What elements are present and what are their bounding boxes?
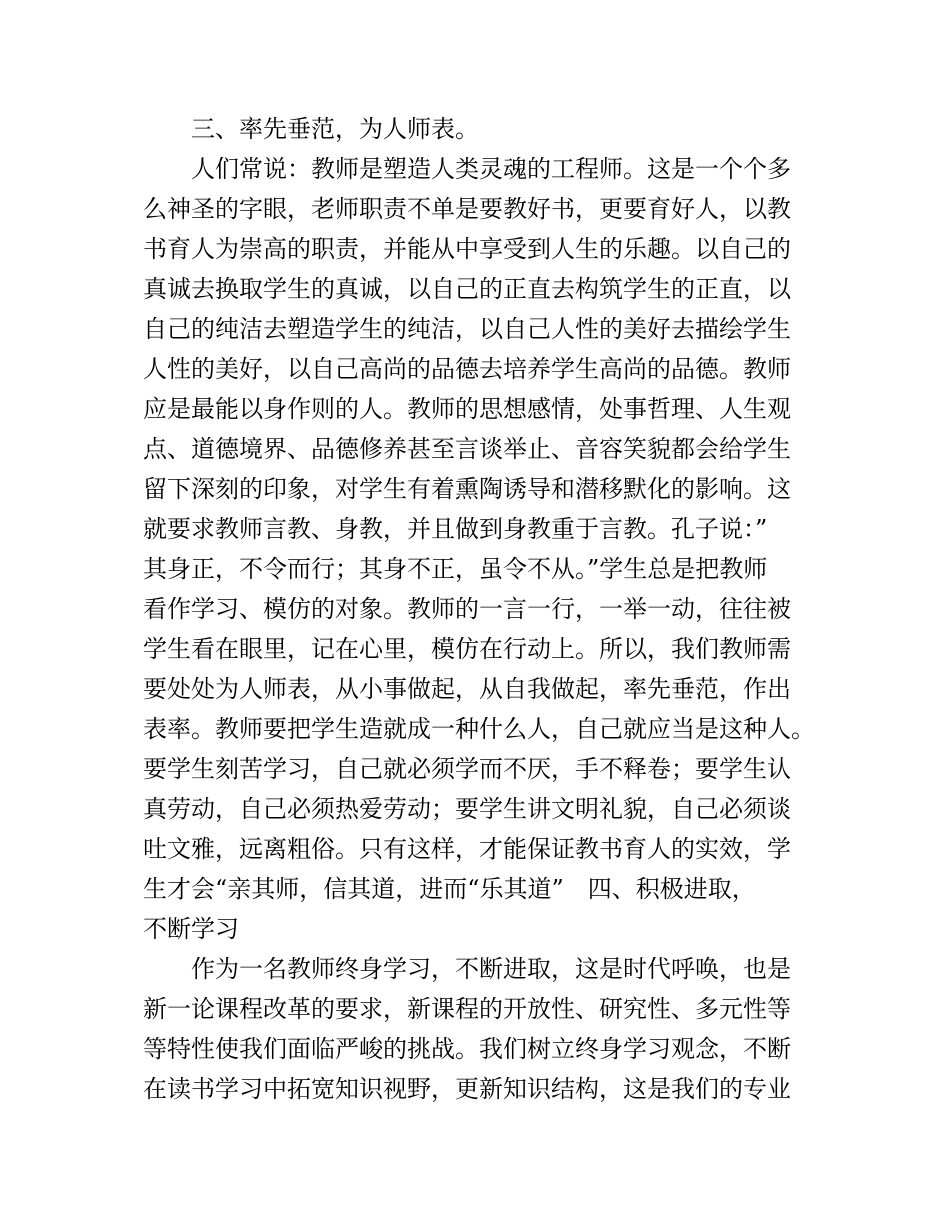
- paragraph-line: 表率。教师要把学生造就成一种什么人，自己就应当是这种人。: [143, 715, 815, 743]
- paragraph-line: 真劳动，自己必须热爱劳动；要学生讲文明礼貌，自己必须谈: [143, 795, 791, 823]
- paragraph-line: 要处处为人师表，从小事做起，从自我做起，率先垂范，作出: [143, 675, 791, 703]
- paragraph-line: 点、道德境界、品德修养甚至言谈举止、音容笑貌都会给学生: [143, 435, 791, 463]
- section-heading-3: 三、率先垂范，为人师表。: [191, 115, 479, 143]
- paragraph-line: 留下深刻的印象，对学生有着熏陶诱导和潜移默化的影响。这: [143, 475, 791, 503]
- paragraph-line: 就要求教师言教、身教，并且做到身教重于言教。孔子说：”: [143, 515, 768, 543]
- paragraph-line: 在读书学习中拓宽知识视野，更新知识结构，这是我们的专业: [143, 1075, 791, 1103]
- paragraph-line: 不断学习: [143, 915, 239, 943]
- paragraph-line: 新一论课程改革的要求，新课程的开放性、研究性、多元性等: [143, 995, 791, 1023]
- paragraph-line: 书育人为崇高的职责，并能从中享受到人生的乐趣。以自己的: [143, 235, 791, 263]
- paragraph-line: 学生看在眼里，记在心里，模仿在行动上。所以，我们教师需: [143, 635, 791, 663]
- paragraph-line: 等特性使我们面临严峻的挑战。我们树立终身学习观念，不断: [143, 1035, 791, 1063]
- paragraph-line: 看作学习、模仿的对象。教师的一言一行，一举一动，往往被: [143, 595, 791, 623]
- paragraph-line: 作为一名教师终身学习，不断进取，这是时代呼唤，也是: [191, 955, 791, 983]
- paragraph-line: 生才会“亲其师，信其道，进而“乐其道” 四、积极进取，: [143, 875, 756, 903]
- paragraph-line: 自己的纯洁去塑造学生的纯洁，以自己人性的美好去描绘学生: [143, 315, 791, 343]
- paragraph-line: 人性的美好，以自己高尚的品德去培养学生高尚的品德。教师: [143, 355, 791, 383]
- paragraph-line: 其身正，不令而行；其身不正，虽令不从。”学生总是把教师: [143, 555, 768, 583]
- paragraph-line: 应是最能以身作则的人。教师的思想感情，处事哲理、人生观: [143, 395, 791, 423]
- paragraph-line: 么神圣的字眼，老师职责不单是要教好书，更要育好人，以教: [143, 195, 791, 223]
- paragraph-line: 吐文雅，远离粗俗。只有这样，才能保证教书育人的实效，学: [143, 835, 791, 863]
- paragraph-line: 要学生刻苦学习，自己就必须学而不厌，手不释卷；要学生认: [143, 755, 791, 783]
- paragraph-line: 人们常说：教师是塑造人类灵魂的工程师。这是一个个多: [191, 155, 791, 183]
- paragraph-line: 真诚去换取学生的真诚，以自己的正直去构筑学生的正直，以: [143, 275, 791, 303]
